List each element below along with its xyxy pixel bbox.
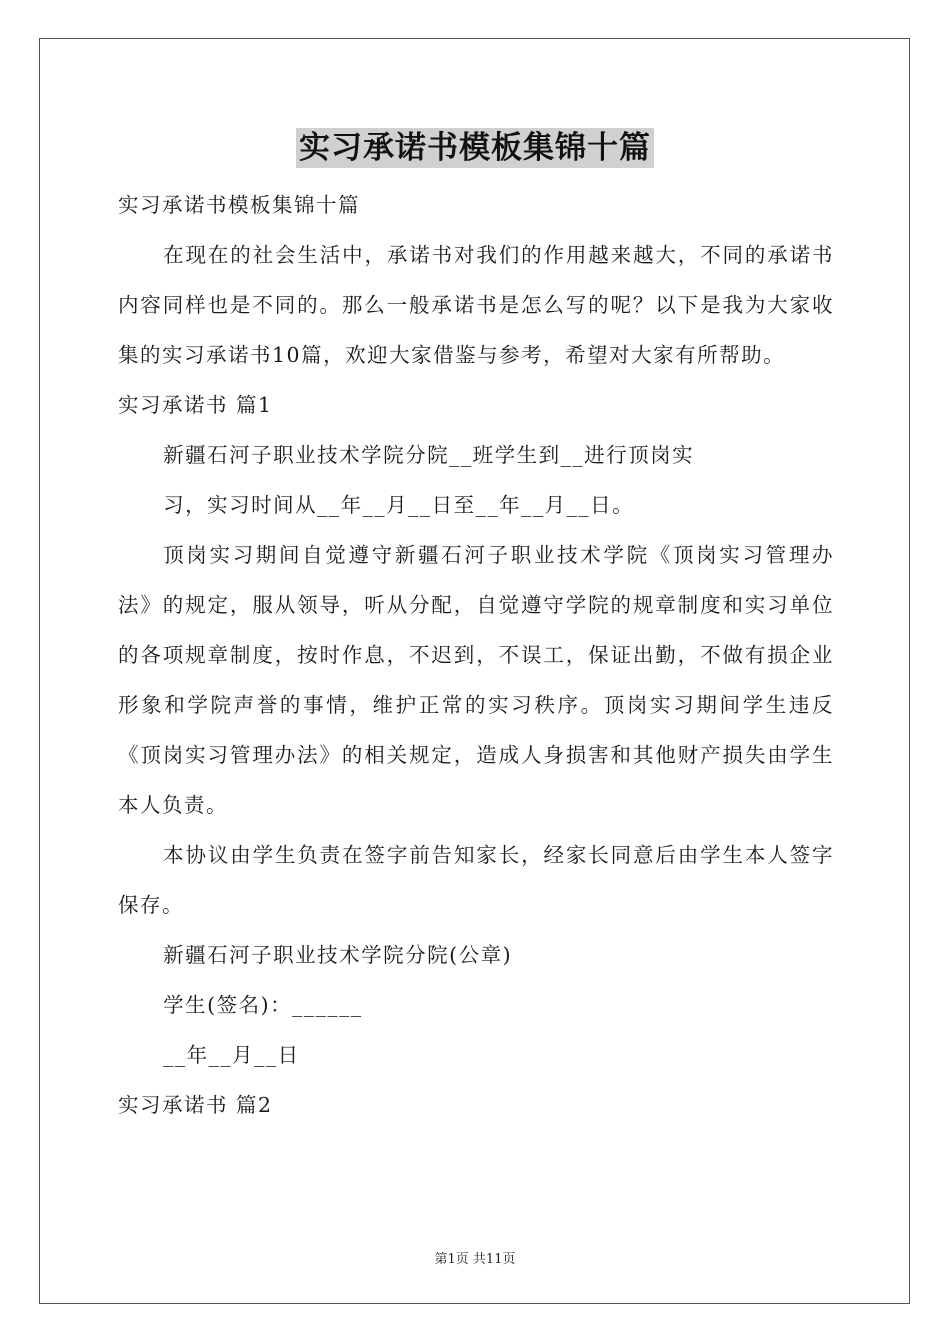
school-seal-line: 新疆石河子职业技术学院分院(公章) — [163, 943, 513, 967]
section-heading-1: 实习承诺书 篇1 — [118, 393, 273, 417]
title-area — [0, 128, 950, 168]
section1-rules-paragraph: 顶岗实习期间自觉遵守新疆石河子职业技术学院《顶岗实习管理办法》的规定，服从领导，听从分配，自觉遵守学院的规章制度和实习单位的各项规章制度，按时作息，不迟到，不误工，保证出勤，不做有损企业形象和学院声誉的事情，维护正常的实习秩序。顶岗实习期间学生违反《顶岗实习管理办法》的相关规定，造成人身损害和其他财产损失由学生本人负责。 — [118, 543, 834, 817]
intro-paragraph: 在现在的社会生活中，承诺书对我们的作用越来越大，不同的承诺书内容同样也是不同的。那么一般承诺书是怎么写的呢？以下是我为大家收集的实习承诺书10篇，欢迎大家借鉴与参考，希望对大家有所帮助。 — [118, 243, 834, 367]
subtitle-line: 实习承诺书模板集锦十篇 — [118, 193, 360, 217]
section1-line-1: 新疆石河子职业技术学院分院__班学生到__进行顶岗实 — [163, 443, 695, 467]
section-heading-2: 实习承诺书 篇2 — [118, 1093, 273, 1117]
page-footer: 第1页 共11页 — [434, 1252, 516, 1267]
section1-line-2: 习，实习时间从__年__月__日至__年__月__日。 — [163, 493, 635, 517]
document-title: 实习承诺书模板集锦十篇 — [296, 128, 654, 168]
document-body — [118, 180, 834, 1130]
student-signature-line: 学生(签名)：______ — [163, 993, 363, 1017]
section1-agreement-paragraph: 本协议由学生负责在签字前告知家长，经家长同意后由学生本人签字保存。 — [118, 843, 834, 917]
date-line: __年__月__日 — [163, 1043, 300, 1067]
